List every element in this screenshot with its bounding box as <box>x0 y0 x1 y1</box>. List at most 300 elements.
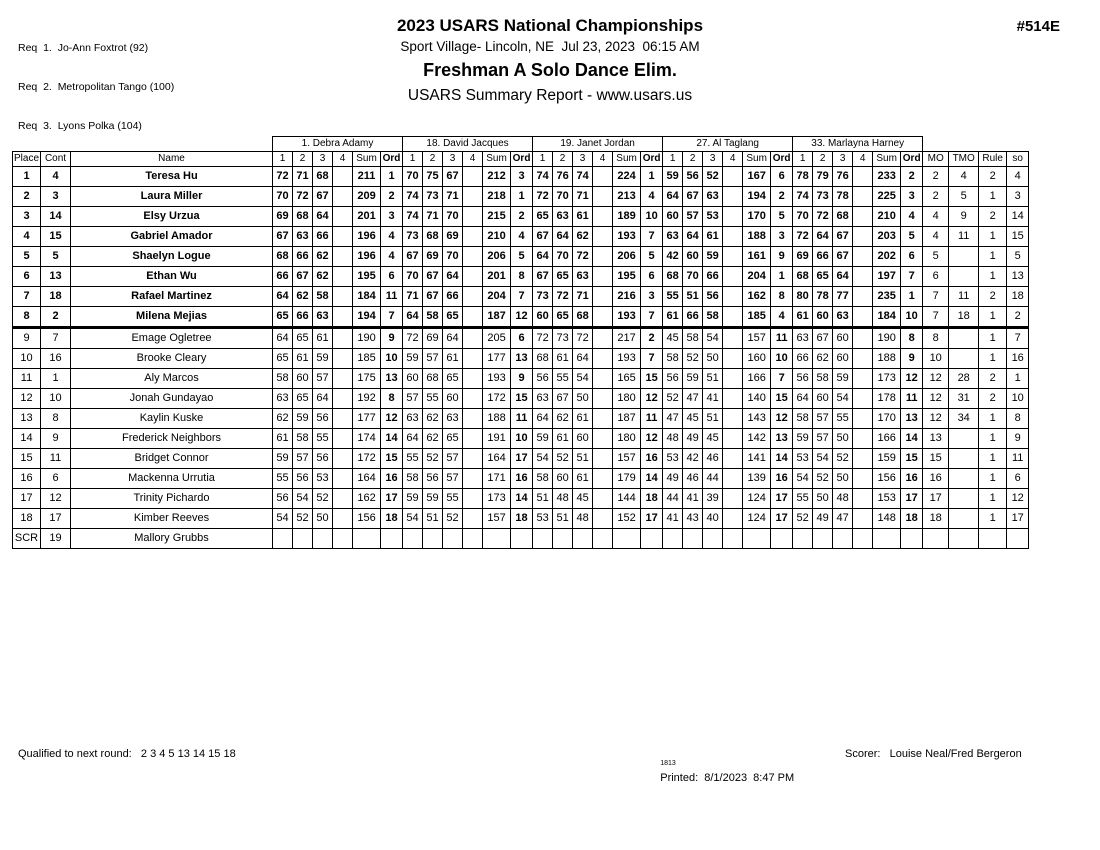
score-cell: 58 <box>793 409 813 429</box>
sum-cell: 224 <box>613 167 641 187</box>
sum-cell: 196 <box>353 227 381 247</box>
score-cell: 52 <box>293 509 313 529</box>
ord-cell: 16 <box>511 469 533 489</box>
score-cell: 69 <box>423 328 443 349</box>
header-cell: Cont <box>41 152 71 167</box>
score-cell: 63 <box>273 389 293 409</box>
score-cell: 60 <box>403 369 423 389</box>
score-cell: 53 <box>703 207 723 227</box>
score-cell: 51 <box>533 489 553 509</box>
score-cell: 59 <box>663 167 683 187</box>
tail-cell: 31 <box>949 389 979 409</box>
score-cell: 57 <box>813 429 833 449</box>
name-cell: Teresa Hu <box>71 167 273 187</box>
header-cell: 2 <box>683 152 703 167</box>
score-cell <box>593 469 613 489</box>
ord-cell: 12 <box>901 369 923 389</box>
header-cell: 2 <box>293 152 313 167</box>
score-cell <box>333 349 353 369</box>
ord-cell: 14 <box>901 429 923 449</box>
score-cell: 42 <box>663 247 683 267</box>
ord-cell: 12 <box>381 409 403 429</box>
score-cell: 65 <box>443 369 463 389</box>
score-cell <box>853 328 873 349</box>
name-cell: Kimber Reeves <box>71 509 273 529</box>
ord-cell: 13 <box>511 349 533 369</box>
print-code: 1813 <box>660 760 676 767</box>
tail-cell: 11 <box>949 287 979 307</box>
score-cell: 69 <box>793 247 813 267</box>
score-cell <box>813 529 833 549</box>
sum-cell: 173 <box>483 489 511 509</box>
header-cell: Place <box>13 152 41 167</box>
tail-cell: 1 <box>979 267 1007 287</box>
score-cell <box>703 529 723 549</box>
judge-name-cell: 1. Debra Adamy <box>273 137 403 152</box>
score-cell: 68 <box>663 267 683 287</box>
tail-cell: 1 <box>979 409 1007 429</box>
score-cell: 76 <box>553 167 573 187</box>
score-cell: 76 <box>833 167 853 187</box>
score-cell: 67 <box>313 187 333 207</box>
score-cell <box>463 409 483 429</box>
ord-cell: 7 <box>641 227 663 247</box>
ord-cell: 8 <box>901 328 923 349</box>
ord-cell <box>771 529 793 549</box>
judge-name-cell: 27. Al Taglang <box>663 137 793 152</box>
cont-cell: 13 <box>41 267 71 287</box>
score-cell: 48 <box>573 509 593 529</box>
ord-cell: 16 <box>771 469 793 489</box>
score-cell: 63 <box>313 307 333 328</box>
score-cell <box>723 369 743 389</box>
score-cell: 73 <box>403 227 423 247</box>
printed-line <box>648 748 794 796</box>
score-cell: 41 <box>683 489 703 509</box>
sum-cell: 153 <box>873 489 901 509</box>
sum-cell: 196 <box>353 247 381 267</box>
score-cell: 47 <box>663 409 683 429</box>
ord-cell: 6 <box>381 267 403 287</box>
score-cell: 65 <box>293 389 313 409</box>
header-cell: 4 <box>333 152 353 167</box>
ord-cell <box>641 529 663 549</box>
score-cell: 62 <box>313 247 333 267</box>
ord-cell: 17 <box>641 509 663 529</box>
tail-cell: 11 <box>1007 449 1029 469</box>
sum-cell: 161 <box>743 247 771 267</box>
ord-cell: 14 <box>771 449 793 469</box>
tail-cell <box>949 349 979 369</box>
score-cell: 63 <box>833 307 853 328</box>
tail-cell: 1 <box>979 227 1007 247</box>
sum-cell: 215 <box>483 207 511 227</box>
tail-cell: 6 <box>1007 469 1029 489</box>
ord-cell: 5 <box>511 247 533 267</box>
score-cell: 50 <box>833 429 853 449</box>
score-cell <box>333 167 353 187</box>
cont-cell: 14 <box>41 207 71 227</box>
score-cell: 47 <box>833 509 853 529</box>
score-cell: 46 <box>683 469 703 489</box>
cont-cell: 15 <box>41 227 71 247</box>
sum-cell: 205 <box>483 328 511 349</box>
score-cell <box>853 409 873 429</box>
score-cell: 55 <box>663 287 683 307</box>
score-cell: 56 <box>793 369 813 389</box>
score-cell: 66 <box>813 247 833 267</box>
sum-cell: 179 <box>613 469 641 489</box>
results-tbody <box>13 167 1029 549</box>
ord-cell: 4 <box>381 227 403 247</box>
name-cell: Gabriel Amador <box>71 227 273 247</box>
sum-cell: 164 <box>353 469 381 489</box>
sum-cell <box>353 529 381 549</box>
place-cell: 6 <box>13 267 41 287</box>
ord-cell: 2 <box>511 207 533 227</box>
sum-cell: 184 <box>873 307 901 328</box>
score-cell <box>853 207 873 227</box>
score-cell: 61 <box>573 207 593 227</box>
sum-cell: 193 <box>483 369 511 389</box>
score-cell: 79 <box>813 167 833 187</box>
name-cell: Trinity Pichardo <box>71 489 273 509</box>
score-cell: 67 <box>683 187 703 207</box>
cont-cell: 17 <box>41 509 71 529</box>
score-cell: 58 <box>293 429 313 449</box>
score-cell: 49 <box>813 509 833 529</box>
name-cell: Jonah Gundayao <box>71 389 273 409</box>
score-cell: 64 <box>313 389 333 409</box>
name-cell: Frederick Neighbors <box>71 429 273 449</box>
score-cell: 63 <box>663 227 683 247</box>
ord-cell: 2 <box>381 187 403 207</box>
ord-cell: 4 <box>381 247 403 267</box>
score-cell <box>593 247 613 267</box>
tail-cell <box>979 529 1007 549</box>
sum-cell: 210 <box>873 207 901 227</box>
score-cell: 72 <box>533 328 553 349</box>
score-cell: 66 <box>443 287 463 307</box>
score-cell <box>853 307 873 328</box>
score-cell: 63 <box>573 267 593 287</box>
score-cell: 71 <box>403 287 423 307</box>
score-cell: 78 <box>793 167 813 187</box>
sum-cell: 197 <box>873 267 901 287</box>
sum-cell: 191 <box>483 429 511 449</box>
cont-cell: 16 <box>41 349 71 369</box>
ord-cell: 13 <box>381 369 403 389</box>
score-cell <box>723 207 743 227</box>
score-cell: 54 <box>833 389 853 409</box>
score-cell <box>593 349 613 369</box>
results-table <box>12 136 1029 549</box>
sum-cell: 180 <box>613 389 641 409</box>
header-cell: 1 <box>533 152 553 167</box>
score-cell: 61 <box>293 349 313 369</box>
score-cell <box>853 227 873 247</box>
ord-cell: 15 <box>511 389 533 409</box>
sum-cell: 201 <box>353 207 381 227</box>
score-cell: 51 <box>703 409 723 429</box>
name-cell: Emage Ogletree <box>71 328 273 349</box>
score-cell: 66 <box>313 227 333 247</box>
sum-cell: 195 <box>353 267 381 287</box>
ord-cell: 2 <box>901 167 923 187</box>
sum-cell: 188 <box>743 227 771 247</box>
tail-cell: 4 <box>923 207 949 227</box>
header-cell: MO <box>923 152 949 167</box>
ord-cell: 15 <box>901 449 923 469</box>
ord-cell: 3 <box>511 167 533 187</box>
sum-cell: 216 <box>613 287 641 307</box>
header-cell: 4 <box>593 152 613 167</box>
score-cell: 54 <box>403 509 423 529</box>
tail-cell: 1 <box>979 187 1007 207</box>
score-cell: 52 <box>793 509 813 529</box>
score-cell: 64 <box>793 389 813 409</box>
sum-cell: 178 <box>873 389 901 409</box>
ord-cell: 12 <box>771 409 793 429</box>
cont-cell: 4 <box>41 167 71 187</box>
score-cell: 52 <box>813 469 833 489</box>
table-row <box>13 409 1029 429</box>
score-cell: 56 <box>273 489 293 509</box>
tail-cell: 1 <box>979 247 1007 267</box>
score-cell <box>463 167 483 187</box>
score-cell: 50 <box>313 509 333 529</box>
ord-cell: 14 <box>511 489 533 509</box>
column-header-row <box>13 152 1029 167</box>
score-cell: 68 <box>573 307 593 328</box>
score-cell <box>853 529 873 549</box>
judge-name-cell: 33. Marlayna Harney <box>793 137 923 152</box>
place-cell: 4 <box>13 227 41 247</box>
tail-cell: 18 <box>1007 287 1029 307</box>
score-cell <box>463 227 483 247</box>
score-cell: 56 <box>703 287 723 307</box>
score-cell: 53 <box>533 509 553 529</box>
score-cell: 70 <box>683 267 703 287</box>
score-cell <box>723 529 743 549</box>
score-cell: 54 <box>703 328 723 349</box>
score-cell <box>723 489 743 509</box>
tail-cell: 5 <box>1007 247 1029 267</box>
ord-cell: 5 <box>901 227 923 247</box>
ord-cell: 17 <box>901 489 923 509</box>
score-cell: 66 <box>293 307 313 328</box>
score-cell: 62 <box>313 267 333 287</box>
req-line-1: Req 1. Jo-Ann Foxtrot (92) <box>18 42 149 54</box>
name-cell: Kaylin Kuske <box>71 409 273 429</box>
sum-cell: 195 <box>613 267 641 287</box>
tail-cell: 12 <box>923 369 949 389</box>
score-cell: 74 <box>403 187 423 207</box>
score-cell <box>593 509 613 529</box>
score-cell: 67 <box>833 227 853 247</box>
score-cell: 66 <box>293 247 313 267</box>
score-cell: 64 <box>533 409 553 429</box>
ord-cell: 1 <box>901 287 923 307</box>
sum-cell: 206 <box>613 247 641 267</box>
score-cell: 62 <box>573 227 593 247</box>
place-cell: 9 <box>13 328 41 349</box>
score-cell <box>593 187 613 207</box>
tail-cell: 4 <box>949 167 979 187</box>
tail-cell: 3 <box>1007 187 1029 207</box>
ord-cell: 11 <box>511 409 533 429</box>
tail-cell: 18 <box>923 509 949 529</box>
score-cell: 78 <box>833 187 853 207</box>
score-cell <box>463 328 483 349</box>
place-cell: 5 <box>13 247 41 267</box>
score-cell <box>463 449 483 469</box>
score-cell: 51 <box>553 509 573 529</box>
score-cell: 72 <box>533 187 553 207</box>
score-cell: 69 <box>423 247 443 267</box>
score-cell <box>463 187 483 207</box>
tail-cell: 1 <box>979 328 1007 349</box>
score-cell <box>723 227 743 247</box>
ord-cell: 18 <box>641 489 663 509</box>
name-cell: Elsy Urzua <box>71 207 273 227</box>
tail-cell: 14 <box>1007 207 1029 227</box>
tail-cell <box>949 449 979 469</box>
tail-cell <box>949 328 979 349</box>
sum-cell: 210 <box>483 227 511 247</box>
score-cell: 61 <box>703 227 723 247</box>
tail-cell: 9 <box>949 207 979 227</box>
ord-cell: 8 <box>511 267 533 287</box>
tail-cell: 12 <box>923 409 949 429</box>
score-cell <box>463 369 483 389</box>
sum-cell: 167 <box>743 167 771 187</box>
printed-text: Printed: 8/1/2023 8:47 PM <box>660 772 795 784</box>
score-cell: 62 <box>423 409 443 429</box>
score-cell: 72 <box>573 247 593 267</box>
score-cell <box>533 529 553 549</box>
score-cell: 58 <box>533 469 553 489</box>
score-cell <box>723 469 743 489</box>
score-cell: 72 <box>553 287 573 307</box>
score-cell <box>593 489 613 509</box>
score-cell <box>403 529 423 549</box>
score-cell: 59 <box>403 349 423 369</box>
score-cell: 78 <box>813 287 833 307</box>
tail-cell: 2 <box>979 369 1007 389</box>
name-cell: Milena Mejias <box>71 307 273 328</box>
sum-cell: 144 <box>613 489 641 509</box>
ord-cell: 17 <box>511 449 533 469</box>
score-cell <box>293 529 313 549</box>
score-cell: 39 <box>703 489 723 509</box>
tail-cell: 16 <box>923 469 949 489</box>
score-cell: 63 <box>293 227 313 247</box>
score-cell <box>333 207 353 227</box>
sum-cell: 194 <box>353 307 381 328</box>
score-cell: 64 <box>313 207 333 227</box>
score-cell <box>333 369 353 389</box>
place-cell: 15 <box>13 449 41 469</box>
sum-cell: 160 <box>743 349 771 369</box>
score-cell: 56 <box>313 409 333 429</box>
judge-header-row <box>13 137 1029 152</box>
score-cell <box>853 369 873 389</box>
place-cell: 10 <box>13 349 41 369</box>
score-cell: 65 <box>553 267 573 287</box>
score-cell: 45 <box>663 328 683 349</box>
score-cell: 57 <box>403 389 423 409</box>
score-cell <box>593 227 613 247</box>
score-cell: 58 <box>403 469 423 489</box>
score-cell <box>333 509 353 529</box>
qualified-line: Qualified to next round: 2 3 4 5 13 14 15 18 <box>18 748 236 760</box>
name-cell: Mallory Grubbs <box>71 529 273 549</box>
results-thead <box>13 137 1029 167</box>
ord-cell <box>511 529 533 549</box>
score-cell: 54 <box>573 369 593 389</box>
score-cell: 72 <box>403 328 423 349</box>
name-cell: Brooke Cleary <box>71 349 273 369</box>
tail-cell <box>949 529 979 549</box>
sum-cell: 188 <box>873 349 901 369</box>
score-cell: 67 <box>423 287 443 307</box>
score-cell: 65 <box>443 307 463 328</box>
ord-cell: 3 <box>771 227 793 247</box>
header-cell: Ord <box>771 152 793 167</box>
sum-cell: 193 <box>613 227 641 247</box>
name-cell: Shaelyn Logue <box>71 247 273 267</box>
score-cell: 58 <box>273 369 293 389</box>
ord-cell: 10 <box>641 207 663 227</box>
sum-cell <box>743 529 771 549</box>
score-cell <box>723 328 743 349</box>
ord-cell: 15 <box>641 369 663 389</box>
score-cell: 73 <box>423 187 443 207</box>
score-cell: 67 <box>553 389 573 409</box>
place-cell: 12 <box>13 389 41 409</box>
sum-cell: 233 <box>873 167 901 187</box>
table-row <box>13 247 1029 267</box>
tail-cell: 11 <box>949 227 979 247</box>
req-line-3: Req 3. Lyons Polka (104) <box>18 120 142 132</box>
table-row <box>13 307 1029 328</box>
tail-cell: 1 <box>979 429 1007 449</box>
tail-cell <box>949 247 979 267</box>
score-cell <box>463 307 483 328</box>
sum-cell: 171 <box>483 469 511 489</box>
score-cell: 58 <box>423 307 443 328</box>
header-cell: so <box>1007 152 1029 167</box>
sum-cell: 166 <box>743 369 771 389</box>
score-cell <box>463 469 483 489</box>
sum-cell: 124 <box>743 489 771 509</box>
score-cell <box>463 349 483 369</box>
sum-cell: 177 <box>483 349 511 369</box>
score-cell: 64 <box>553 227 573 247</box>
tail-cell: 10 <box>1007 389 1029 409</box>
score-cell <box>333 287 353 307</box>
score-cell: 44 <box>703 469 723 489</box>
sum-cell: 175 <box>353 369 381 389</box>
header-cell: 3 <box>313 152 333 167</box>
place-cell: 3 <box>13 207 41 227</box>
tail-cell: 10 <box>923 349 949 369</box>
score-cell <box>463 267 483 287</box>
sum-cell: 193 <box>613 307 641 328</box>
sum-cell: 177 <box>353 409 381 429</box>
header-cell: 1 <box>273 152 293 167</box>
